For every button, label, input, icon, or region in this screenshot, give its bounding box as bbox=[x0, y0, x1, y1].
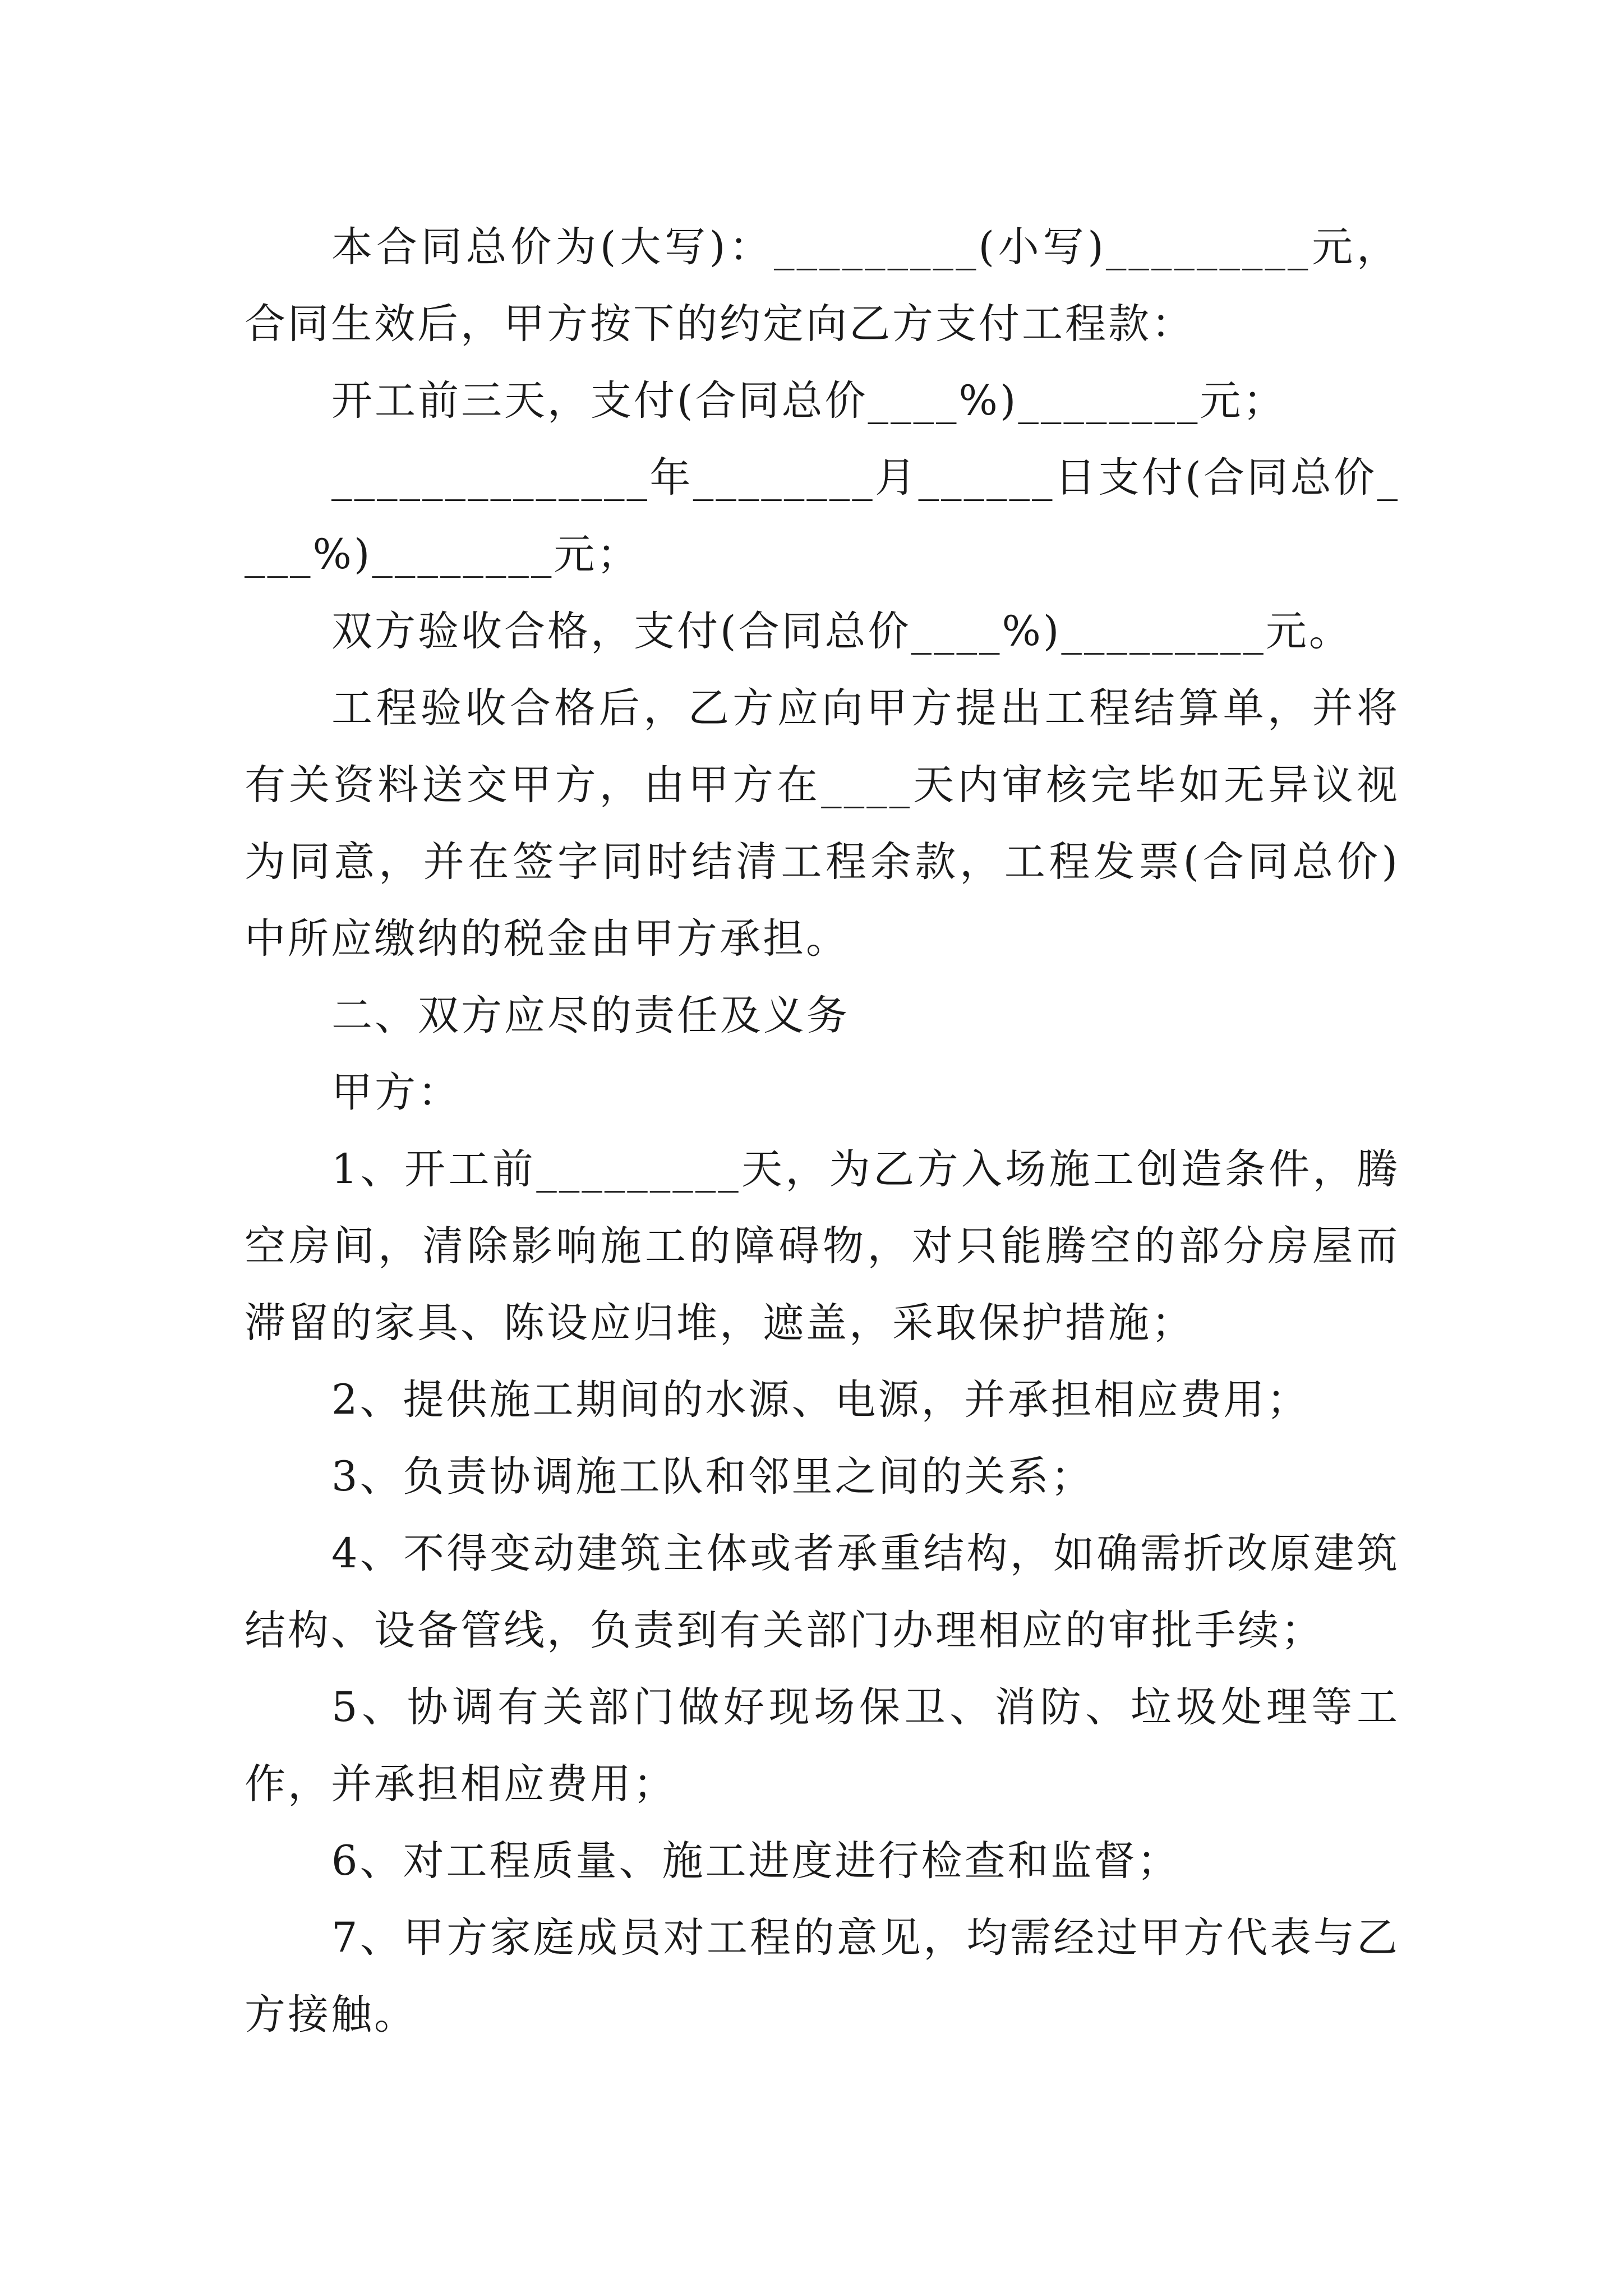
list-item-4: 4、不得变动建筑主体或者承重结构，如确需折改原建筑结构、设备管线，负责到有关部门办理相应的审批手续； bbox=[245, 1530, 1400, 1654]
paragraph-payment-acceptance: 双方验收合格，支付(合同总价____%)_________元。 bbox=[331, 608, 1352, 655]
paragraph-payment-date: ______________年________月______日支付(合同总价____%)________元； bbox=[245, 454, 1400, 578]
paragraph-settlement: 工程验收合格后，乙方应向甲方提出工程结算单，并将有关资料送交甲方，由甲方在____天内审核完毕如无异议视为同意，并在签字同时结清工程余款，工程发票(合同总价)中所应缴纳的税金由甲方承担。 bbox=[245, 684, 1400, 963]
list-item-1: 1、开工前_________天，为乙方入场施工创造条件，腾空房间，清除影响施工的障碍物，对只能腾空的部分房屋而滞留的家具、陈设应归堆，遮盖，采取保护措施； bbox=[245, 1145, 1400, 1347]
list-item-6: 6、对工程质量、施工进度进行检查和监督； bbox=[331, 1837, 1181, 1885]
document-body bbox=[245, 209, 1400, 2053]
list-item-3: 3、负责协调施工队和邻里之间的关系； bbox=[331, 1453, 1094, 1501]
section-heading-responsibilities: 二、双方应尽的责任及义务 bbox=[331, 992, 850, 1039]
paragraph-payment-before-start: 开工前三天，支付(合同总价____%)________元； bbox=[331, 377, 1287, 425]
party-a-label: 甲方： bbox=[331, 1069, 461, 1116]
list-item-5: 5、协调有关部门做好现场保卫、消防、垃圾处理等工作，并承担相应费用； bbox=[245, 1683, 1400, 1808]
paragraph-contract-price: 本合同总价为(大写)：_________(小写)_________元，合同生效后，甲方按下的约定向乙方支付工程款： bbox=[245, 223, 1400, 348]
list-item-2: 2、提供施工期间的水源、电源，并承担相应费用； bbox=[331, 1376, 1310, 1424]
list-item-7: 7、甲方家庭成员对工程的意见，均需经过甲方代表与乙方接触。 bbox=[245, 1914, 1400, 2039]
